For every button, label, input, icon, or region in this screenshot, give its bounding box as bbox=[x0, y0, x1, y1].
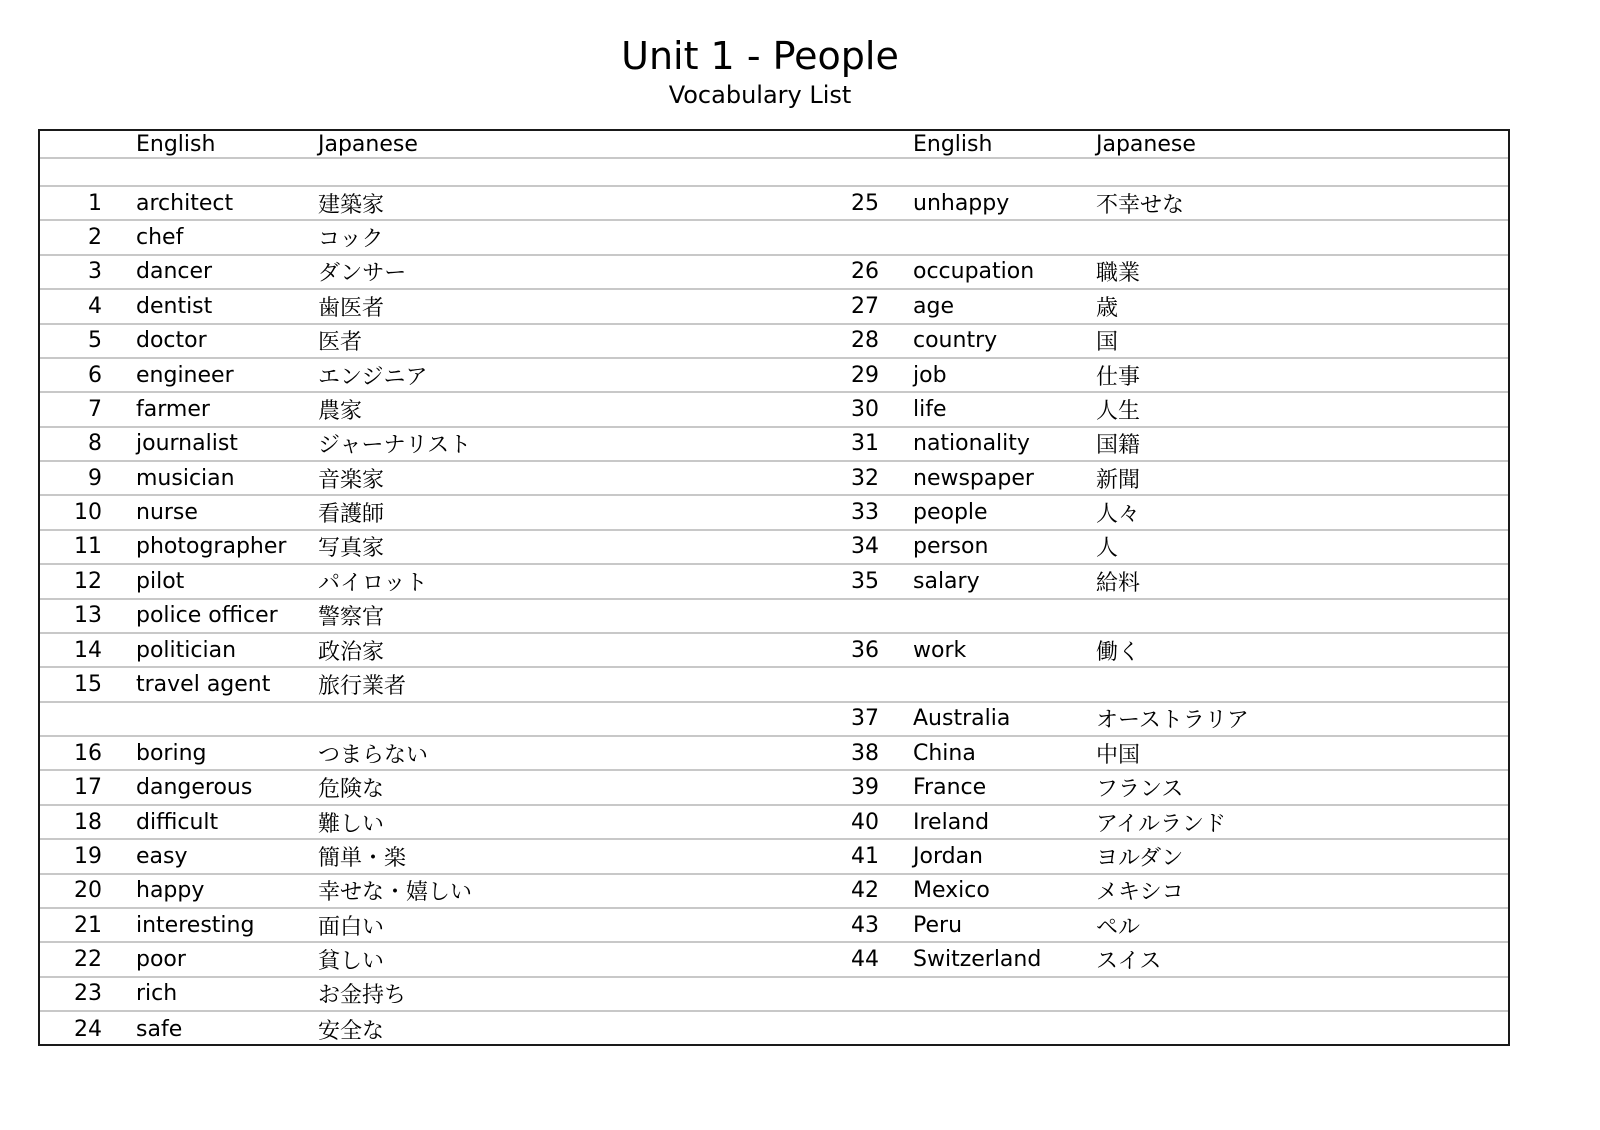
right-english: Australia bbox=[913, 706, 1011, 732]
right-number: 27 bbox=[851, 293, 879, 319]
right-number: 29 bbox=[851, 362, 879, 388]
right-number: 32 bbox=[851, 465, 879, 491]
table-row bbox=[40, 737, 1508, 771]
left-english: police officer bbox=[136, 603, 278, 629]
left-number: 5 bbox=[88, 328, 102, 354]
right-japanese: メキシコ bbox=[1096, 880, 1184, 906]
table-row bbox=[40, 531, 1508, 565]
left-number: 7 bbox=[88, 396, 102, 422]
table-row bbox=[40, 325, 1508, 359]
right-number: 33 bbox=[851, 500, 879, 526]
left-english: interesting bbox=[136, 912, 255, 938]
left-japanese: 農家 bbox=[318, 398, 363, 424]
left-number: 3 bbox=[88, 259, 102, 285]
right-english: job bbox=[913, 362, 947, 388]
table-row bbox=[40, 978, 1508, 1012]
right-japanese: 国籍 bbox=[1096, 433, 1141, 459]
right-number: 37 bbox=[851, 706, 879, 732]
left-english: dancer bbox=[136, 259, 213, 285]
left-japanese: コック bbox=[318, 227, 384, 253]
left-japanese: 医者 bbox=[318, 330, 363, 356]
left-number: 6 bbox=[88, 362, 102, 388]
left-english: boring bbox=[136, 740, 207, 766]
left-number: 16 bbox=[74, 740, 102, 766]
table-row bbox=[40, 703, 1508, 737]
left-japanese: つまらない bbox=[318, 742, 429, 768]
left-japanese: 音楽家 bbox=[318, 467, 385, 493]
left-english: pilot bbox=[136, 568, 185, 594]
table-row bbox=[40, 806, 1508, 840]
right-japanese: オーストラリア bbox=[1096, 708, 1249, 734]
left-japanese: 安全な bbox=[318, 1018, 385, 1044]
right-number: 35 bbox=[851, 568, 879, 594]
left-english: politician bbox=[136, 637, 237, 663]
right-japanese: フランス bbox=[1096, 777, 1184, 803]
left-japanese: 簡単・楽 bbox=[318, 845, 407, 871]
right-japanese: 中国 bbox=[1096, 742, 1141, 768]
left-english: safe bbox=[136, 1016, 183, 1042]
left-japanese: 危険な bbox=[318, 777, 385, 803]
left-japanese: 旅行業者 bbox=[318, 674, 407, 699]
left-japanese: パイロット bbox=[318, 570, 428, 596]
right-japanese: 歳 bbox=[1096, 295, 1119, 321]
page-title: Unit 1 - People bbox=[621, 34, 899, 78]
left-japanese: 貧しい bbox=[318, 949, 385, 975]
table-row bbox=[40, 256, 1508, 290]
table-row bbox=[40, 565, 1508, 599]
left-japanese: エンジニア bbox=[318, 364, 428, 390]
right-number: 40 bbox=[851, 809, 879, 835]
left-number: 17 bbox=[74, 775, 102, 801]
right-number: 44 bbox=[851, 947, 879, 973]
right-english: China bbox=[913, 740, 976, 766]
right-english: nationality bbox=[913, 431, 1030, 457]
table-row bbox=[40, 875, 1508, 909]
left-english: photographer bbox=[136, 534, 287, 560]
left-number: 15 bbox=[74, 672, 102, 697]
table-header-row bbox=[40, 131, 1508, 159]
table-row bbox=[40, 221, 1508, 255]
right-japanese: ヨルダン bbox=[1096, 845, 1184, 871]
left-number: 21 bbox=[74, 912, 102, 938]
left-japanese: 歯医者 bbox=[318, 295, 385, 321]
page-subtitle: Vocabulary List bbox=[668, 81, 852, 109]
table-row bbox=[40, 600, 1508, 634]
table-row bbox=[40, 290, 1508, 324]
right-japanese: 職業 bbox=[1096, 261, 1141, 287]
right-english: newspaper bbox=[913, 465, 1034, 491]
left-english: poor bbox=[136, 947, 186, 973]
left-english: chef bbox=[136, 225, 184, 251]
right-japanese: 働く bbox=[1096, 639, 1141, 665]
right-number bbox=[740, 221, 879, 253]
left-japanese: ダンサー bbox=[318, 261, 407, 287]
left-number: 18 bbox=[74, 809, 102, 835]
left-number: 1 bbox=[88, 190, 102, 216]
left-number: 24 bbox=[74, 1016, 102, 1042]
left-english: architect bbox=[136, 190, 234, 216]
left-japanese: 看護師 bbox=[318, 502, 385, 528]
left-number: 19 bbox=[74, 843, 102, 869]
right-japanese: スイス bbox=[1096, 949, 1162, 975]
left-english: easy bbox=[136, 843, 188, 869]
right-japanese: 給料 bbox=[1096, 570, 1141, 596]
left-english: rich bbox=[136, 981, 178, 1007]
left-number: 10 bbox=[74, 500, 102, 526]
right-number: 34 bbox=[851, 534, 879, 560]
left-english: farmer bbox=[136, 396, 210, 422]
right-english: Ireland bbox=[913, 809, 990, 835]
right-number bbox=[740, 1012, 879, 1046]
left-japanese: 難しい bbox=[318, 811, 385, 837]
left-number: 9 bbox=[88, 465, 102, 491]
left-number: 8 bbox=[88, 431, 102, 457]
right-japanese: 国 bbox=[1096, 330, 1119, 356]
left-number: 14 bbox=[74, 637, 102, 663]
right-number: 31 bbox=[851, 431, 879, 457]
table-row bbox=[40, 634, 1508, 668]
left-english: journalist bbox=[136, 431, 238, 457]
right-english: Jordan bbox=[913, 843, 983, 869]
right-number: 38 bbox=[851, 740, 879, 766]
right-japanese: 人々 bbox=[1096, 502, 1141, 528]
left-japanese: ジャーナリスト bbox=[318, 433, 472, 459]
left-japanese: 幸せな・嬉しい bbox=[318, 880, 473, 906]
right-japanese: 人生 bbox=[1096, 398, 1141, 424]
table-row bbox=[40, 1012, 1508, 1046]
table-row bbox=[40, 668, 1508, 702]
right-number: 42 bbox=[851, 878, 879, 904]
right-japanese: 不幸せな bbox=[1096, 192, 1185, 218]
left-japanese: 面白い bbox=[318, 914, 385, 940]
right-japanese: 人 bbox=[1096, 536, 1119, 562]
left-number: 22 bbox=[74, 947, 102, 973]
right-english: people bbox=[913, 500, 988, 526]
left-japanese: 政治家 bbox=[318, 639, 385, 665]
right-number: 28 bbox=[851, 328, 879, 354]
left-english: travel agent bbox=[136, 672, 271, 697]
left-number: 11 bbox=[74, 534, 102, 560]
left-english: happy bbox=[136, 878, 205, 904]
right-number: 30 bbox=[851, 396, 879, 422]
right-number: 43 bbox=[851, 912, 879, 938]
header-english-left: English bbox=[136, 131, 216, 157]
right-japanese: 仕事 bbox=[1096, 364, 1141, 390]
right-english: Mexico bbox=[913, 878, 990, 904]
left-english: nurse bbox=[136, 500, 198, 526]
left-number: 20 bbox=[74, 878, 102, 904]
right-number: 41 bbox=[851, 843, 879, 869]
left-english: musician bbox=[136, 465, 235, 491]
table-row bbox=[40, 840, 1508, 874]
table-row bbox=[40, 462, 1508, 496]
right-japanese: 新聞 bbox=[1096, 467, 1141, 493]
right-english: salary bbox=[913, 568, 980, 594]
right-japanese: ペル bbox=[1096, 914, 1141, 940]
table-row bbox=[40, 496, 1508, 530]
left-number: 2 bbox=[88, 225, 102, 251]
right-english: life bbox=[913, 396, 947, 422]
table-row bbox=[40, 771, 1508, 805]
right-english: France bbox=[913, 775, 987, 801]
left-english: difficult bbox=[136, 809, 219, 835]
table-row bbox=[40, 187, 1508, 221]
table-row bbox=[40, 359, 1508, 393]
table-row bbox=[40, 428, 1508, 462]
left-japanese: お金持ち bbox=[318, 983, 407, 1009]
right-english: person bbox=[913, 534, 989, 560]
table-row bbox=[40, 909, 1508, 943]
table-spacer-row bbox=[40, 159, 1508, 187]
left-japanese: 警察官 bbox=[318, 605, 385, 631]
right-number: 39 bbox=[851, 775, 879, 801]
right-english: age bbox=[913, 293, 954, 319]
left-number: 4 bbox=[88, 293, 102, 319]
right-english: country bbox=[913, 328, 998, 354]
right-english: unhappy bbox=[913, 190, 1010, 216]
left-number: 23 bbox=[74, 981, 102, 1007]
right-number bbox=[740, 600, 879, 632]
right-japanese: アイルランド bbox=[1096, 811, 1227, 837]
right-number: 25 bbox=[851, 190, 879, 216]
left-english: dentist bbox=[136, 293, 213, 319]
right-number bbox=[740, 668, 879, 700]
left-japanese: 写真家 bbox=[318, 536, 385, 562]
right-english: Switzerland bbox=[913, 947, 1042, 973]
left-number: 12 bbox=[74, 568, 102, 594]
right-number: 36 bbox=[851, 637, 879, 663]
vocabulary-table bbox=[38, 129, 1510, 1046]
right-number bbox=[740, 978, 879, 1010]
left-japanese: 建築家 bbox=[318, 192, 385, 218]
right-english: Peru bbox=[913, 912, 963, 938]
header-english-right: English bbox=[913, 131, 993, 157]
header-japanese-left: Japanese bbox=[318, 131, 418, 157]
left-english: dangerous bbox=[136, 775, 253, 801]
left-english: doctor bbox=[136, 328, 207, 354]
right-english: work bbox=[913, 637, 967, 663]
right-number: 26 bbox=[851, 259, 879, 285]
table-row bbox=[40, 393, 1508, 427]
left-number bbox=[40, 703, 102, 735]
table-row bbox=[40, 943, 1508, 977]
left-english: engineer bbox=[136, 362, 234, 388]
left-number: 13 bbox=[74, 603, 102, 629]
right-english: occupation bbox=[913, 259, 1035, 285]
header-japanese-right: Japanese bbox=[1096, 131, 1196, 157]
